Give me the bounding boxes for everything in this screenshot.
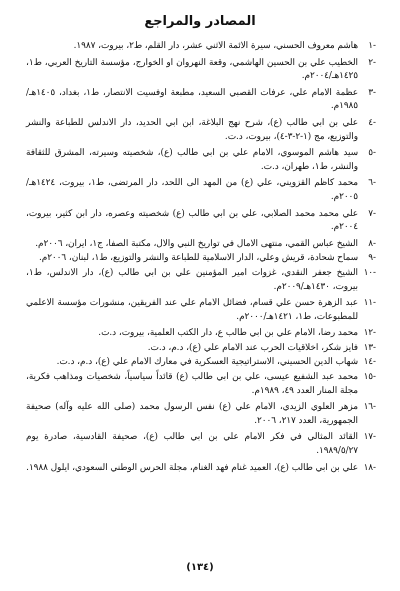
reference-text: الشيخ جعفر النقدي، غزوات امير المؤمنين علي بن ابي طالب (ع)، دار الاندلس، ط١، بيروت، ١٤٣٠هـ/٢٠٠٩م. xyxy=(26,267,358,292)
reference-item xyxy=(26,238,376,252)
reference-item xyxy=(26,371,376,398)
reference-text: محمد عبد الشفيع عيسى، علي بن ابي طالب (ع) قائداً سياسياً، شخصيات ومذاهب فكرية، مجلة المنار العدد ٤٩، ١٩٨٩م. xyxy=(26,372,358,396)
reference-item xyxy=(26,297,376,324)
reference-text: فايز شكر، اخلاقيات الحرب عند الامام علي (ع)، د.م، د.ت. xyxy=(147,342,358,353)
reference-item xyxy=(26,462,376,476)
reference-item xyxy=(26,356,376,370)
page-title: المصادر والمراجع xyxy=(144,14,256,29)
reference-text: شهاب الدين الحسيني، الاستراتيجية العسكرية في معارك الامام علي (ع)، د.م، د.ت. xyxy=(56,357,358,368)
references-list xyxy=(26,40,376,478)
reference-number: -١٤ xyxy=(363,357,376,368)
reference-text: مزهر العلوي الزيدي، الامام علي (ع) نفس الرسول محمد (صلى الله عليه وآله) صحيفة الجمهورية، العدد ٢١٧، ٢٠٠٦. xyxy=(26,402,358,426)
reference-item xyxy=(26,147,376,174)
reference-text: علي بن ابي طالب (ع)، شرح نهج البلاغة، ابن ابي الحديد، دار الاندلس للطباعة والنشر والتوزيع، مج (١-٢-٣-٤)، بيروت، د.ت. xyxy=(26,117,358,142)
reference-number: -٦ xyxy=(368,178,376,189)
reference-text: علي محمد محمد الصلابي، علي بن ابي طالب (ع) شخصيته وعصره، دار ابن كثير، بيروت، ٢٠٠٤م. xyxy=(26,208,358,233)
reference-number: -١٥ xyxy=(363,372,376,383)
reference-number: -٧ xyxy=(368,208,376,219)
reference-number: -١٣ xyxy=(363,342,376,353)
reference-number: -١١ xyxy=(363,298,376,309)
reference-item xyxy=(26,117,376,144)
reference-item xyxy=(26,208,376,235)
reference-item xyxy=(26,267,376,294)
reference-text: عظمة الامام علي، عرفات القصبي السعيد، مطبعة اوفسيت الانتصار، ط١، بغداد، ١٤٠٥هـ/١٩٨٥م. xyxy=(26,87,358,112)
reference-item xyxy=(26,87,376,114)
reference-item xyxy=(26,57,376,84)
reference-text: هاشم معروف الحسني، سيرة الائمة الاثني عشر، دار القلم، ط٢، بيروت، ١٩٨٧. xyxy=(73,41,358,51)
reference-text: الشيخ عباس القمي، منتهى الامال في تواريخ النبي والال، مكتبة الصفا، ج١، ايران، ٢٠٠٦م. xyxy=(35,238,358,249)
reference-text: القائد المثالي في فكر الامام علي بن ابي طالب (ع)، صحيفة القادسية، صادرة يوم ١٩٨٩/٥/٢٧. xyxy=(26,432,358,457)
reference-item xyxy=(26,177,376,204)
reference-number: -١ xyxy=(368,41,376,51)
reference-item xyxy=(26,252,376,266)
reference-number: -٤ xyxy=(368,117,376,128)
reference-number: -١٠ xyxy=(363,267,376,278)
page-number: (١٣٤) xyxy=(186,562,214,573)
reference-number: -٢ xyxy=(368,57,376,68)
reference-number: -٨ xyxy=(368,238,376,249)
reference-item xyxy=(26,327,376,341)
reference-text: الخطيب علي بن الحسين الهاشمي، وقعة النهروان او الخوارج، مؤسسة التاريخ العربي، ط١، ١٤٢٥هـ/٢٠٠٤م. xyxy=(26,57,358,82)
reference-item xyxy=(26,40,376,54)
reference-number: -١٢ xyxy=(363,328,376,339)
reference-number: -٣ xyxy=(368,87,376,98)
reference-text: سيد هاشم الموسوي، الامام علي بن ابي طالب (ع)، شخصيته وسيرته، المشرق للثقافة والنشر، ط١، طهران، د.ت. xyxy=(26,148,358,172)
reference-text: علي بن ابي طالب (ع)، العميد غنام فهد الغنام، مجلة الحرس الوطني السعودي، ايلول ١٩٨٨. xyxy=(26,462,358,473)
reference-number: -١٨ xyxy=(363,462,376,473)
reference-number: -١٦ xyxy=(363,402,376,413)
reference-text: عبد الزهرة حسن علي قسام، فضائل الامام علي عند الفريقين، منشورات مؤسسة الاعلمي للمطبوعات، ط١، ١٤٢١هـ/٢٠٠٠م. xyxy=(26,298,358,322)
reference-text: محمد رضا، الامام علي بن ابي طالب ع، دار الكتب العلمية، بيروت، د.ت. xyxy=(98,328,358,339)
reference-item xyxy=(26,401,376,428)
reference-number: -٥ xyxy=(368,148,376,159)
reference-number: -٩ xyxy=(368,253,376,264)
reference-number: -١٧ xyxy=(363,432,376,443)
reference-text: محمد كاظم القزويني، علي (ع) من المهد الى اللحد، دار المرتضى، ط١، بيروت، ١٤٢٤هـ/٢٠٠٥م. xyxy=(26,178,358,202)
reference-item xyxy=(26,342,376,356)
reference-item xyxy=(26,431,376,458)
reference-text: سماح شحادة، قريش وعلي، الدار الاسلامية للطباعة والنشر والتوزيع، ط١، لبنان، ٢٠٠٦م. xyxy=(38,253,358,264)
